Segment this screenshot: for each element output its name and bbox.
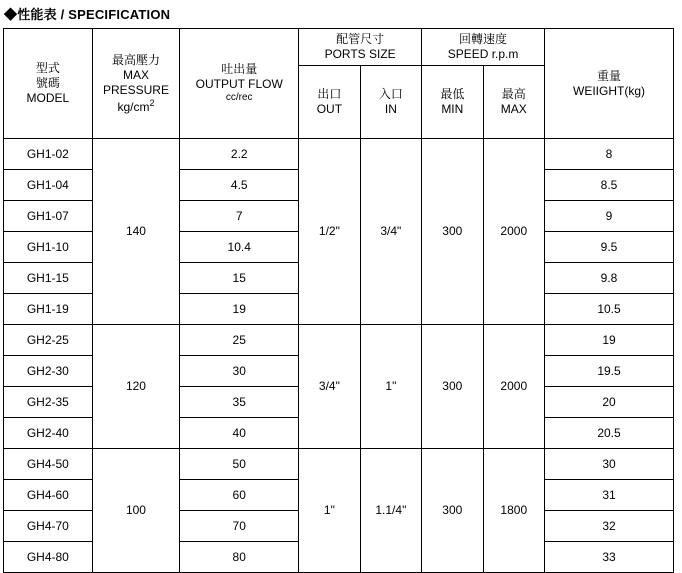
table-body [4, 139, 674, 573]
cell-flow: 30 [180, 356, 299, 387]
cell-flow: 40 [180, 418, 299, 449]
cell-pressure: 120 [92, 325, 180, 449]
cell-pressure: 100 [92, 449, 180, 573]
header-row-1 [4, 29, 674, 66]
cell-flow: 80 [180, 542, 299, 573]
header-speed-max: 最高 MAX [483, 66, 544, 139]
cell-weight: 32 [545, 511, 674, 542]
cell-port-in: 3/4" [360, 139, 421, 325]
cell-port-in: 1.1/4" [360, 449, 421, 573]
cell-weight: 8.5 [545, 170, 674, 201]
header-weight: 重量 WEIIGHT(kg) [545, 29, 674, 139]
cell-model: GH1-19 [4, 294, 93, 325]
header-model: 型式 號碼 MODEL [4, 29, 93, 139]
cell-model: GH1-02 [4, 139, 93, 170]
cell-port-out: 1" [299, 449, 360, 573]
table-row [4, 449, 674, 480]
table-row [4, 139, 674, 170]
header-speed: 回轉速度 SPEED r.p.m [422, 29, 545, 66]
cell-weight: 9.5 [545, 232, 674, 263]
cell-flow: 25 [180, 325, 299, 356]
cell-model: GH2-40 [4, 418, 93, 449]
cell-model: GH2-30 [4, 356, 93, 387]
table-header [4, 29, 674, 139]
cell-weight: 20 [545, 387, 674, 418]
cell-weight: 10.5 [545, 294, 674, 325]
header-port-out: 出口 OUT [299, 66, 360, 139]
cell-speed-min: 300 [422, 325, 483, 449]
cell-flow: 15 [180, 263, 299, 294]
cell-port-out: 3/4" [299, 325, 360, 449]
header-pressure-unit: $kg/cm^2$ [117, 97, 155, 114]
header-speed-min: 最低 MIN [422, 66, 483, 139]
cell-model: GH1-10 [4, 232, 93, 263]
cell-speed-max: 2000 [483, 325, 544, 449]
cell-weight: 31 [545, 480, 674, 511]
cell-flow: 70 [180, 511, 299, 542]
cell-model: GH1-15 [4, 263, 93, 294]
table-row [4, 325, 674, 356]
cell-model: GH1-07 [4, 201, 93, 232]
cell-weight: 9.8 [545, 263, 674, 294]
cell-speed-max: 2000 [483, 139, 544, 325]
cell-flow: 35 [180, 387, 299, 418]
cell-weight: 9 [545, 201, 674, 232]
specification-table [3, 28, 674, 573]
cell-flow: 2.2 [180, 139, 299, 170]
cell-weight: 19 [545, 325, 674, 356]
cell-port-in: 1" [360, 325, 421, 449]
cell-speed-min: 300 [422, 139, 483, 325]
cell-weight: 20.5 [545, 418, 674, 449]
cell-model: GH2-25 [4, 325, 93, 356]
cell-speed-min: 300 [422, 449, 483, 573]
header-max-pressure: 最高壓力 MAX PRESSURE $kg/cm^2$ [92, 29, 180, 139]
cell-weight: 19.5 [545, 356, 674, 387]
cell-speed-max: 1800 [483, 449, 544, 573]
page-title: ◆性能表 / SPECIFICATION [4, 7, 171, 22]
cell-model: GH4-50 [4, 449, 93, 480]
cell-model: GH4-60 [4, 480, 93, 511]
cell-flow: 7 [180, 201, 299, 232]
cell-model: GH4-80 [4, 542, 93, 573]
cell-flow: 19 [180, 294, 299, 325]
cell-model: GH2-35 [4, 387, 93, 418]
cell-weight: 33 [545, 542, 674, 573]
cell-flow: 60 [180, 480, 299, 511]
cell-model: GH4-70 [4, 511, 93, 542]
cell-pressure: 140 [92, 139, 180, 325]
header-port-in: 入口 IN [360, 66, 421, 139]
header-ports-size: 配管尺寸 PORTS SIZE [299, 29, 422, 66]
cell-port-out: 1/2" [299, 139, 360, 325]
cell-weight: 8 [545, 139, 674, 170]
cell-flow: 50 [180, 449, 299, 480]
cell-flow: 4.5 [180, 170, 299, 201]
header-output-flow: 吐出量 OUTPUT FLOW cc/rec [180, 29, 299, 139]
cell-flow: 10.4 [180, 232, 299, 263]
cell-model: GH1-04 [4, 170, 93, 201]
cell-weight: 30 [545, 449, 674, 480]
